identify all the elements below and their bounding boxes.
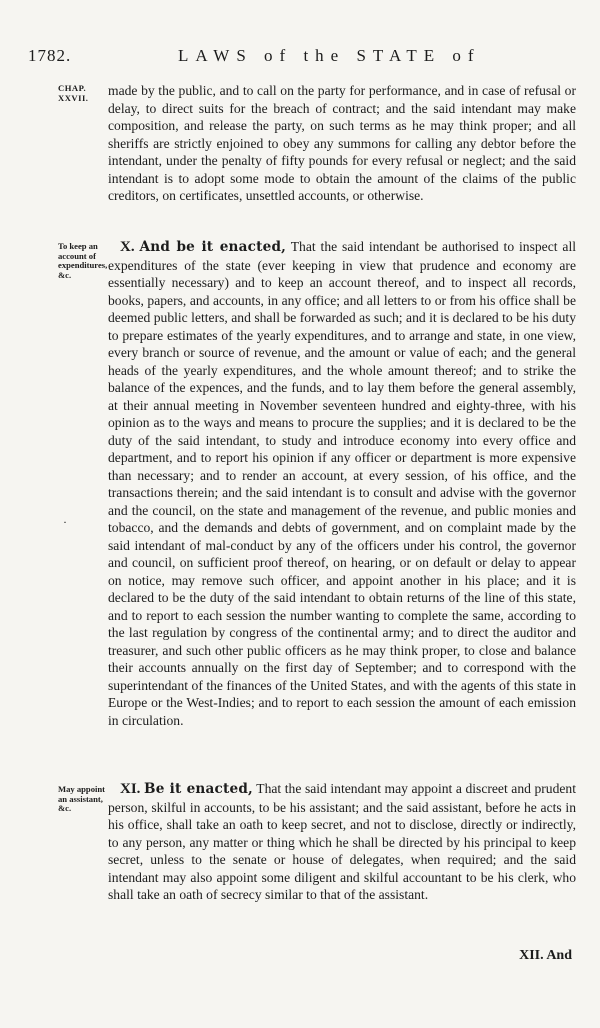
running-header (28, 46, 588, 72)
section-number: X. (120, 239, 135, 255)
section-body: That the said intendant be authorised to inspect all expenditures of the state (ever keeping in view that prudence and economy are essentially necessary) and to keep an account thereof, and to inspect all records, books, papers, and accounts, in any office; and all letters to or from his office shall be deemed public letters, and shall be forwarded as such; and it is declared to be his duty to prepare estimates of the yearly expenditures, and to arrange and state, in one view, every branch or source of revenue, and the amount or value of each; and the general heads of the yearly expenditures, and the whole amount thereof; and to strike the balance of the expences, and the funds, and to lay them before the general assembly, at their annual meeting in November seventeen hundred and eighty-three, with his opinion as to the ways and means to procure the supplies; and it is declared to be the duty of the said intendant, to study and introduce economy into every office and department, and to report his opinion if any officer or department is more expensive than necessary; and to render an account, at every session, of his office, and the transactions therein; and the said intendant is to consult and advise with the governor and the council, on the state and management of the revenue, and public monies and tobacco, and the demands and debts of government, and on complaint made by the said intendant of mal-conduct by any of the officers under his control, the governor and council, on sufficient proof thereof, on hearing, or on default or delay to appear on notice, may remove such officer, and appoint another in his place; and it is declared to be the duty of the said intendant to obtain returns of the line of this state, and to report to each session the number wanting to complete the same, according to the last regulation by congress of the continental army; and to direct the auditor and treasurer, and such other public officers as he may think proper, to close and balance their accounts annually on the first day of September; and to correspond with the superintendant of the finances of the United States, and with the agents of this state in Europe or the West-Indies; and to report to each session the amount of each emission in circulation. (108, 239, 577, 728)
margin-note-assistant: May appoint an assistant, &c. (58, 784, 106, 814)
page-year: 1782. (28, 46, 72, 65)
section-x (108, 238, 576, 729)
enacting-clause: And be it enacted, (139, 239, 287, 255)
ink-dot: · (63, 515, 67, 529)
section-number: XI. (120, 781, 141, 797)
catchword: XII. And (519, 948, 572, 963)
page-title: LAWS of the STATE of (178, 46, 481, 65)
paragraph-continued: made by the public, and to call on the party for performance, and in case of refusal or delay, to direct suits for the breach of contract; and the said intendant may make composition, and release the party, on such terms as he may think proper; and all sheriffs are strictly enjoined to obey any summons for calling any debtor before the intendant, under the penalty of fifty pounds for every refusal or neglect; and the said intendant is to adopt some mode to obtain the amount of the claims of the public creditors, on certificates, unsettled accounts, or otherwise. (108, 83, 576, 203)
section-xi (108, 780, 576, 904)
margin-note-expenditures: To keep an account of expenditures, &c. (58, 241, 108, 280)
enacting-clause: Be it enacted, (144, 781, 253, 797)
section-body: That the said intendant may appoint a discreet and prudent person, skilful in accounts, to be his assistant; and the said assistant, before he acts in his office, shall take an oath to keep secret, and not to disclose, directly or indirectly, to any person, any matter or thing which he shall be directed by his principal to keep secret, unless to the senate or house of delegates, when required; and the said intendant may also appoint some diligent and skilful accountant to be his clerk, who shall take an oath of secrecy similar to that of the assistant. (108, 781, 577, 902)
chapter-marker: CHAP. XXVII. (58, 83, 89, 103)
